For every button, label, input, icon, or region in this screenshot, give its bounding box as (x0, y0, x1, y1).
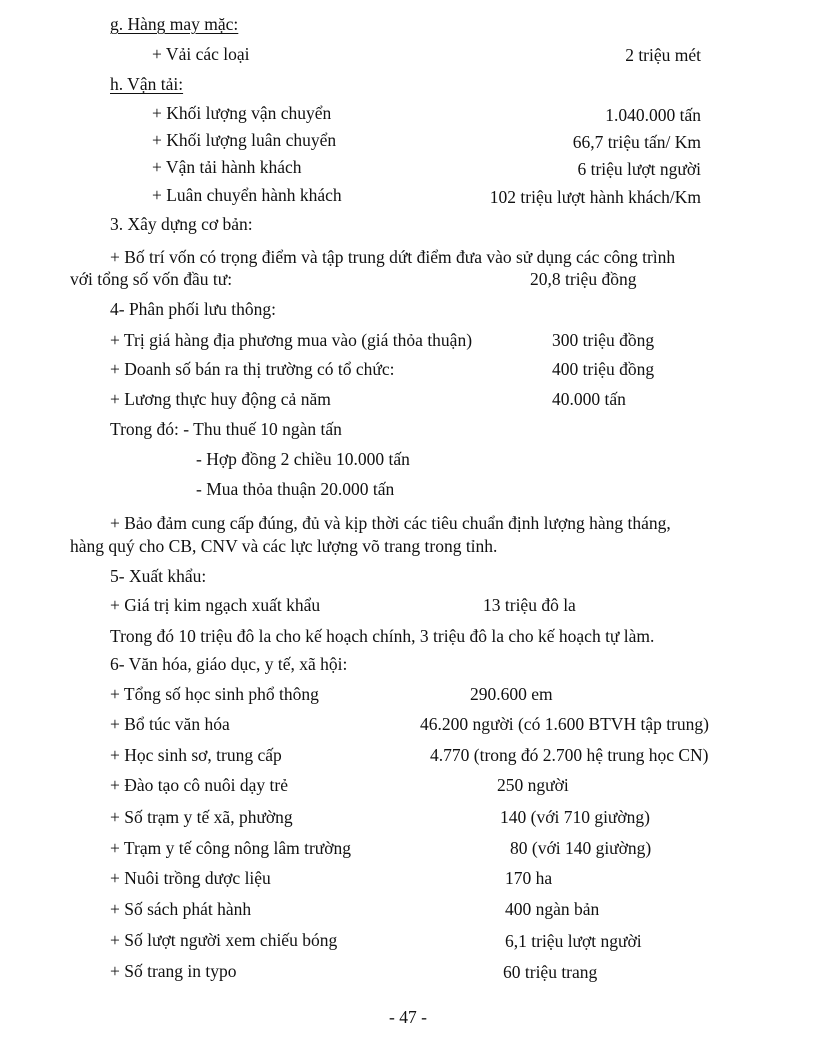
item-label: + Học sinh sơ, trung cấp (110, 745, 282, 765)
item-label: + Trị giá hàng địa phương mua vào (giá thỏa thuận) (110, 330, 473, 350)
item-value: 13 triệu đô la (483, 595, 576, 615)
section-6-heading: 6- Văn hóa, giáo dục, y tế, xã hội: (110, 654, 348, 674)
item-value: 4.770 (trong đó 2.700 hệ trung học CN) (430, 745, 709, 765)
section-3-heading: 3. Xây dựng cơ bản: (110, 214, 253, 234)
item-value: 40.000 tấn (552, 389, 626, 409)
item-label: + Vải các loại (152, 44, 250, 64)
item-label: + Trạm y tế công nông lâm trường (110, 838, 352, 858)
item-label: + Tổng số học sinh phổ thông (110, 684, 319, 704)
paragraph-line: + Bố trí vốn có trọng điểm và tập trung dứt điểm đưa vào sử dụng các công trình (110, 247, 676, 267)
item-value: 290.600 em (470, 684, 553, 704)
section-4-heading: 4- Phân phối lưu thông: (110, 299, 277, 319)
item-label: + Nuôi trồng dược liệu (110, 868, 271, 888)
item-value: 20,8 triệu đồng (530, 269, 637, 289)
item-value: 2 triệu mét (625, 45, 701, 65)
item-label: + Vận tải hành khách (152, 157, 302, 177)
paragraph-line: + Bảo đảm cung cấp đúng, đủ và kịp thời các tiêu chuẩn định lượng hàng tháng, (110, 513, 671, 533)
item-value: 60 triệu trang (503, 962, 598, 982)
item-label: + Luân chuyển hành khách (152, 185, 342, 205)
item-label: + Khối lượng luân chuyển (152, 130, 337, 150)
item-label: + Khối lượng vận chuyển (152, 103, 332, 123)
item-label: + Số sách phát hành (110, 899, 252, 919)
item-value: 170 ha (505, 868, 553, 888)
detail-line: - Mua thỏa thuận 20.000 tấn (196, 479, 395, 499)
item-label: + Giá trị kim ngạch xuất khẩu (110, 595, 321, 615)
section-h-heading: h. Vận tải: (110, 74, 184, 94)
section-g-heading: g. Hàng may mặc: (110, 14, 239, 34)
item-value: 66,7 triệu tấn/ Km (572, 132, 701, 152)
section-5-heading: 5- Xuất khẩu: (110, 566, 207, 586)
paragraph-line: với tổng số vốn đầu tư: (70, 269, 233, 289)
detail-line: - Hợp đồng 2 chiều 10.000 tấn (196, 449, 410, 469)
item-value: 300 triệu đồng (552, 330, 655, 350)
detail-line: Trong đó: - Thu thuế 10 ngàn tấn (110, 419, 342, 439)
item-value: 250 người (497, 775, 569, 795)
item-label: + Số trang in typo (110, 961, 237, 981)
item-value: 80 (với 140 giường) (510, 838, 652, 858)
item-value: 102 triệu lượt hành khách/Km (489, 187, 701, 207)
item-label: + Bổ túc văn hóa (110, 714, 230, 734)
item-label: + Lương thực huy động cả năm (110, 389, 331, 409)
item-label: + Số trạm y tế xã, phường (110, 807, 293, 827)
item-label: + Số lượt người xem chiếu bóng (110, 930, 338, 950)
item-value: 6,1 triệu lượt người (505, 931, 642, 951)
item-value: 140 (với 710 giường) (500, 807, 650, 827)
item-value: 1.040.000 tấn (605, 105, 701, 125)
page-number: - 47 - (389, 1007, 427, 1027)
item-value: 400 triệu đồng (552, 359, 655, 379)
item-value: 400 ngàn bản (505, 899, 600, 919)
item-label: + Đào tạo cô nuôi dạy trẻ (110, 775, 289, 795)
item-value: 6 triệu lượt người (577, 159, 701, 179)
item-value: 46.200 người (có 1.600 BTVH tập trung) (420, 714, 709, 734)
item-label: + Doanh số bán ra thị trường có tổ chức: (110, 359, 395, 379)
paragraph-line: hàng quý cho CB, CNV và các lực lượng võ trang trong tỉnh. (70, 536, 498, 556)
note-line: Trong đó 10 triệu đô la cho kế hoạch chính, 3 triệu đô la cho kế hoạch tự làm. (110, 626, 655, 646)
